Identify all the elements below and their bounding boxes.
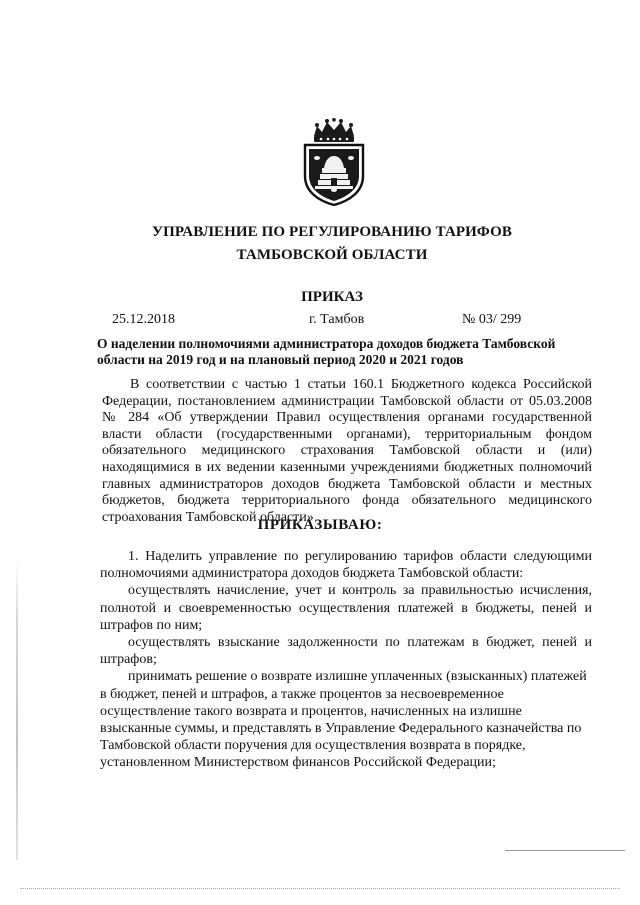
scan-line-artifact [505,850,625,851]
order-heading: ПРИКАЗЫВАЮ: [257,517,383,533]
organization-name-line1: УПРАВЛЕНИЕ ПО РЕГУЛИРОВАНИЮ ТАРИФОВ [152,224,512,240]
document-preamble: В соответствии с частью 1 статьи 160.1 Бюджетного кодекса Российской Федерации, постановлением администрации Тамбовской области от 05.03.2008 № 284 «Об утверждении Правил осуществления органами государственной власти области (государственными органами), территориальным фондом обязательного медицинского страхования Тамбовской области и (или) находящимися в их ведении казенными учреждениями бюджетных полномочий главных администраторов доходов бюджета Тамбовской области и местных бюджетов, бюджета территориального фонда обязательного медицинского строахования Тамбовской области» [102,377,592,525]
document-type-title: ПРИКАЗ [301,289,363,305]
paragraph-3: осуществлять взыскание задолженности по платежам в бюджет, пеней и штрафов; [100,635,592,668]
paragraph-4: принимать решение о возврате излишне уплаченных (взысканных) платежей в бюджет, пеней и штрафов, а также процентов за несвоевременное осуществление такого возврата и процентов, начисленных на излишне взысканные суммы, и представлять в Управление Федерального казначейства по Тамбовской области поручения для осуществления возврата в порядке, установленном Министерством финансов Российской Федерации; [100,669,587,771]
paragraph-2: осуществлять начисление, учет и контроль за правильностью исчисления, полнотой и своевременностью осуществления платежей в бюджеты, пеней и штрафов по ним; [100,583,592,633]
document-city: г. Тамбов [309,312,365,327]
document-date: 25.12.2018 [112,312,175,327]
document-body [100,548,592,772]
tambov-coat-of-arms-icon [297,118,371,206]
scan-edge-artifact [16,560,18,860]
paragraph-1: 1. Наделить управление по регулированию тарифов области следующими полномочиями администратора доходов бюджета Тамбовской области: [100,549,592,582]
document-subject: О наделении полномочиями администратора доходов бюджета Тамбовской области на 2019 год и на плановый период 2020 и 2021 годов [97,336,556,367]
organization-name-line2: ТАМБОВСКОЙ ОБЛАСТИ [236,247,428,263]
scan-bottom-artifact [20,888,620,890]
document-number: № 03/ 299 [462,312,522,327]
